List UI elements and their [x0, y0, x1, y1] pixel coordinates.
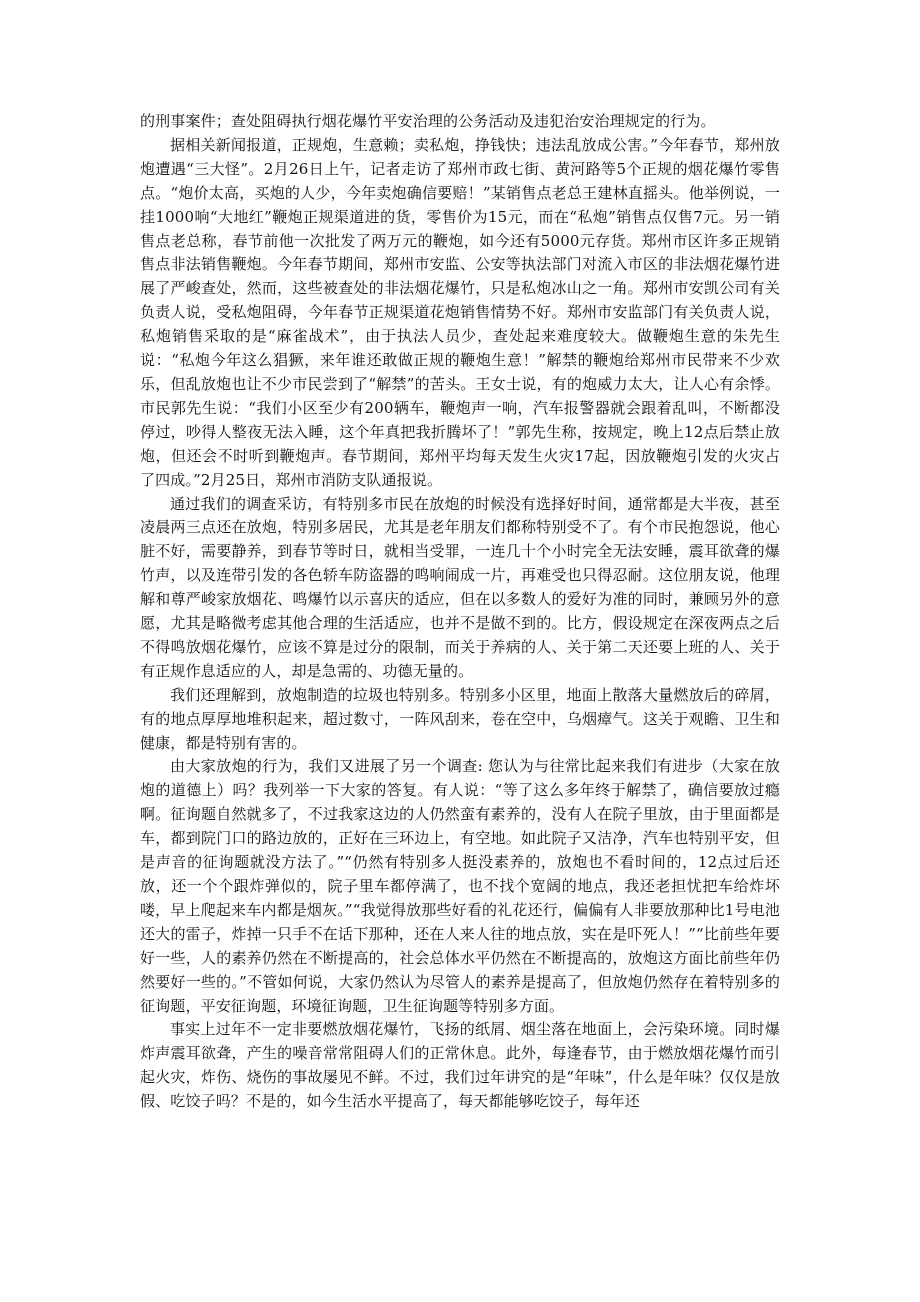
paragraph-5: 由大家放炮的行为，我们又进展了另一个调查: 您认为与往常比起来我们有进步（大家在放炮的道德上）吗？我列举一下大家的答复。有人说：“等了这么多年终于解禁了，确信要放过瘾啊。征询题自然就多了，不过我家这边的人仍然蛮有素养的，没有人在院子里放，由于里面都是车，都到院门口的路边放的，正好在三环边上，有空地。如此院子又洁净，汽车也特别平安，但是声音的征询题就没方法了。”“仍然有特别多人挺没素养的，放炮也不看时间的，12点过后还放，还一个个跟炸弹似的，院子里车都停满了，也不找个宽阔的地点，我还老担忧把车给炸坏喽，早上爬起来车内都是烟灰。”“我觉得放那些好看的礼花还行，偏偏有人非要放那种比1号电池还大的雷子，炸掉一只手不在话下那种，还在人来人往的地点放，实在是吓死人！”“比前些年要好一些，人的素养仍然在不断提高的，社会总体水平仍然在不断提高的，放炮这方面比前些年仍然要好一些的。”不管如何说，大家仍然认为尽管人的素养是提高了，但放炮仍然存在着特别多的征询题，平安征询题，环境征询题，卫生征询题等特别多方面。	[140, 757, 780, 1015]
paragraph-3: 通过我们的调查采访，有特别多市民在放炮的时候没有选择好时间，通常都是大半夜，甚至凌晨两三点还在放炮，特别多居民，尤其是老年朋友们都称特别受不了。有个市民抱怨说，他心脏不好，需要静养，到春节等时日，就相当受罪，一连几十个小时完全无法安睡，震耳欲聋的爆竹声，以及连带引发的各色轿车防盗器的鸣响闹成一片，再难受也只得忍耐。这位朋友说，他理解和尊严峻家放烟花、鸣爆竹以示喜庆的适应，但在以多数人的爱好为准的同时，兼顾另外的意愿，尤其是略微考虑其他合理的生活适应，也并不是做不到的。比方，假设规定在深夜两点之后不得鸣放烟花爆竹，应该不算是过分的限制，而关于养病的人、关于第二天还要上班的人、关于有正规作息适应的人，却是急需的、功德无量的。	[140, 494, 780, 680]
document-body	[140, 110, 780, 1114]
paragraph-1: 的刑事案件；查处阻碍执行烟花爆竹平安治理的公务活动及违犯治安治理规定的行为。	[140, 112, 716, 130]
paragraph-6: 事实上过年不一定非要燃放烟花爆竹，飞扬的纸屑、烟尘落在地面上，会污染环境。同时爆炸声震耳欲聋，产生的噪音常常阻碍人们的正常休息。此外，每逢春节，由于燃放烟花爆竹而引起火灾，炸伤、烧伤的事故屡见不鲜。不过，我们过年讲究的是“年味”，什么是年味？仅仅是放假、吃饺子吗？不是的，如今生活水平提高了，每天都能够吃饺子，每年还	[140, 1020, 780, 1111]
paragraph-4: 我们还理解到，放炮制造的垃圾也特别多。特别多小区里，地面上散落大量燃放后的碎屑，有的地点厚厚地堆积起来，超过数寸，一阵风刮来，卷在空中，乌烟瘴气。这关于观瞻、卫生和健康，都是特别有害的。	[140, 685, 780, 752]
paragraph-2: 据相关新闻报道，正规炮，生意赖；卖私炮，挣钱快；违法乱放成公害。”今年春节，郑州放炮遭遇“三大怪”。2月26日上午，记者走访了郑州市政七街、黄河路等5个正规的烟花爆竹零售点。“炮价太高，买炮的人少，今年卖炮确信要赔！”某销售点老总王建林直摇头。他举例说，一挂1000响“大地红”鞭炮正规渠道进的货，零售价为15元，而在“私炮”销售点仅售7元。另一销售点老总称，春节前他一次批发了两万元的鞭炮，如今还有5000元存货。郑州市区许多正规销售点非法销售鞭炮。今年春节期间，郑州市安监、公安等执法部门对流入市区的非法烟花爆竹进展了严峻查处，然而，这些被查处的非法烟花爆竹，只是私炮冰山之一角。郑州市安凯公司有关负责人说，受私炮阻碍，今年春节正规渠道花炮销售情势不好。郑州市安监部门有关负责人说，私炮销售采取的是“麻雀战术”，由于执法人员少，查处起来难度较大。做鞭炮生意的朱先生说：“私炮今年这么猖獗，来年谁还敢做正规的鞭炮生意！”解禁的鞭炮给郑州市民带来不少欢乐，但乱放炮也让不少市民尝到了“解禁”的苦头。王女士说，有的炮威力太大，让人心有余悸。市民郭先生说：“我们小区至少有200辆车，鞭炮声一响，汽车报警器就会跟着乱叫，不断都没停过，吵得人整夜无法入睡，这个年真把我折腾坏了！”郭先生称，按规定，晚上12点后禁止放炮，但还会不时听到鞭炮声。春节期间，郑州平均每天发生火灾17起，因放鞭炮引发的火灾占了四成。”2月25日，郑州市消防支队通报说。	[140, 135, 780, 489]
